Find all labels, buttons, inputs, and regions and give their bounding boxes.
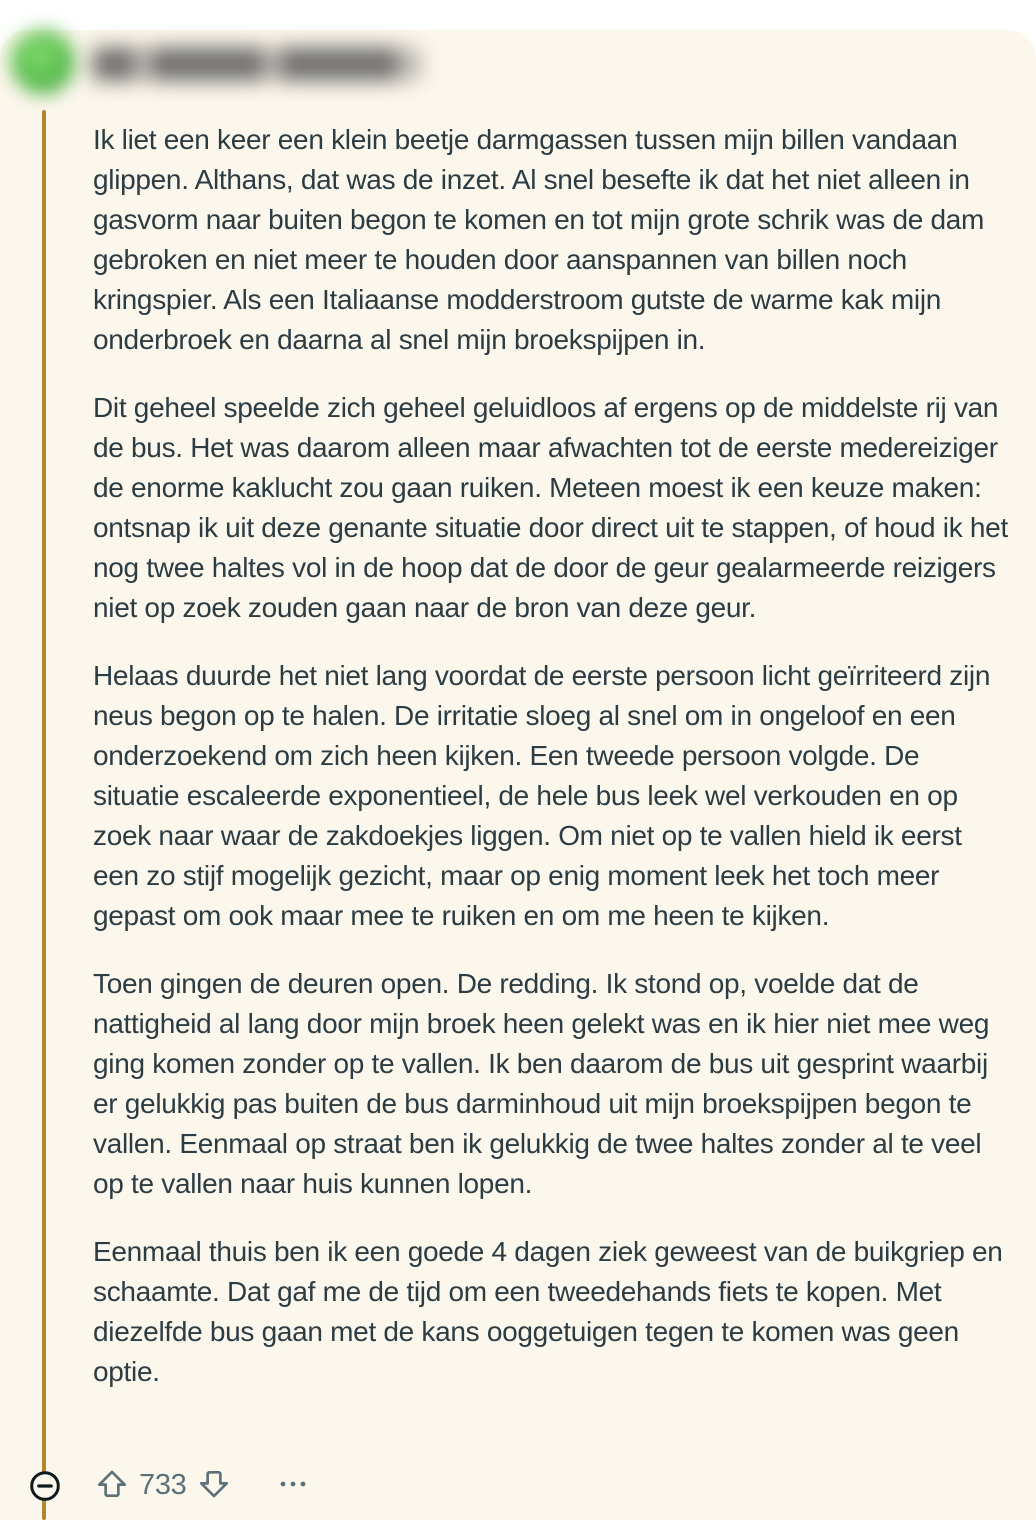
upvote-button[interactable] <box>95 1467 129 1504</box>
comment-paragraph: Ik liet een keer een klein beetje darmgassen tussen mijn billen vandaan glippen. Althans, dat was de inzet. Al snel besefte ik dat het niet alleen in gasvorm naar buiten begon te komen en tot mijn grote schrik was de dam gebroken en niet meer te houden door aanspannen van billen noch kringspier. Als een Italiaanse modderstroom gutste de warme kak mijn onderbroek en daarna al snel mijn broekspijpen in. <box>93 124 985 355</box>
minus-circle-icon <box>28 1491 62 1506</box>
comment-paragraph: Eenmaal thuis ben ik een goede 4 dagen ziek geweest van de buikgriep en schaamte. Dat gaf me de tijd om een tweedehands fiets te kopen. Met diezelfde bus gaan met de kans ooggetuigen tegen te komen was geen optie. <box>93 1236 1003 1387</box>
downvote-arrow-icon <box>197 1467 231 1504</box>
comment-paragraph: Helaas duurde het niet lang voordat de eerste persoon licht geïrriteerd zijn neus begon op te halen. De irritatie sloeg al snel om in ongeloof en een onderzoekend om zich heen kijken. Een tweede persoon volgde. De situatie escaleerde exponentieel, de hele bus leek wel verkouden en op zoek naar waar de zakdoekjes liggen. Om niet op te vallen hield ik eerst een zo stijf mogelijk gezicht, maar op enig moment leek het toch meer gepast om ook maar mee te ruiken en om me heen te kijken. <box>93 660 991 931</box>
username-redacted[interactable] <box>92 47 422 81</box>
vote-count: 733 <box>139 1468 187 1501</box>
downvote-button[interactable] <box>197 1467 231 1504</box>
collapse-comment-button[interactable] <box>28 1469 62 1503</box>
more-options-button[interactable] <box>277 1478 309 1493</box>
comment-thread-line[interactable] <box>42 110 46 1520</box>
upvote-arrow-icon <box>95 1467 129 1504</box>
avatar[interactable] <box>11 30 75 94</box>
comment-action-row <box>95 1462 309 1508</box>
ellipsis-icon <box>277 1478 309 1493</box>
comment-paragraph: Toen gingen de deuren open. De redding. Ik stond op, voelde dat de nattigheid al lang door mijn broek heen gelekt was en ik hier niet mee weg ging komen zonder op te vallen. Ik ben daarom de bus uit gesprint waarbij er gelukkig pas buiten de bus darminhoud uit mijn broekspijpen begon te vallen. Eenmaal op straat ben ik gelukkig de twee haltes zonder al te veel op te vallen naar huis kunnen lopen. <box>93 968 990 1199</box>
comment-body <box>93 120 1008 1392</box>
comment-paragraph: Dit geheel speelde zich geheel geluidloos af ergens op de middelste rij van de bus. Het was daarom alleen maar afwachten tot de eerste medereiziger de enorme kaklucht zou gaan ruiken. Meteen moest ik een keuze maken: ontsnap ik uit deze genante situatie door direct uit te stappen, of houd ik het nog twee haltes vol in de hoop dat de door de geur gealarmeerde reizigers niet op zoek zouden gaan naar de bron van deze geur. <box>93 392 1008 623</box>
